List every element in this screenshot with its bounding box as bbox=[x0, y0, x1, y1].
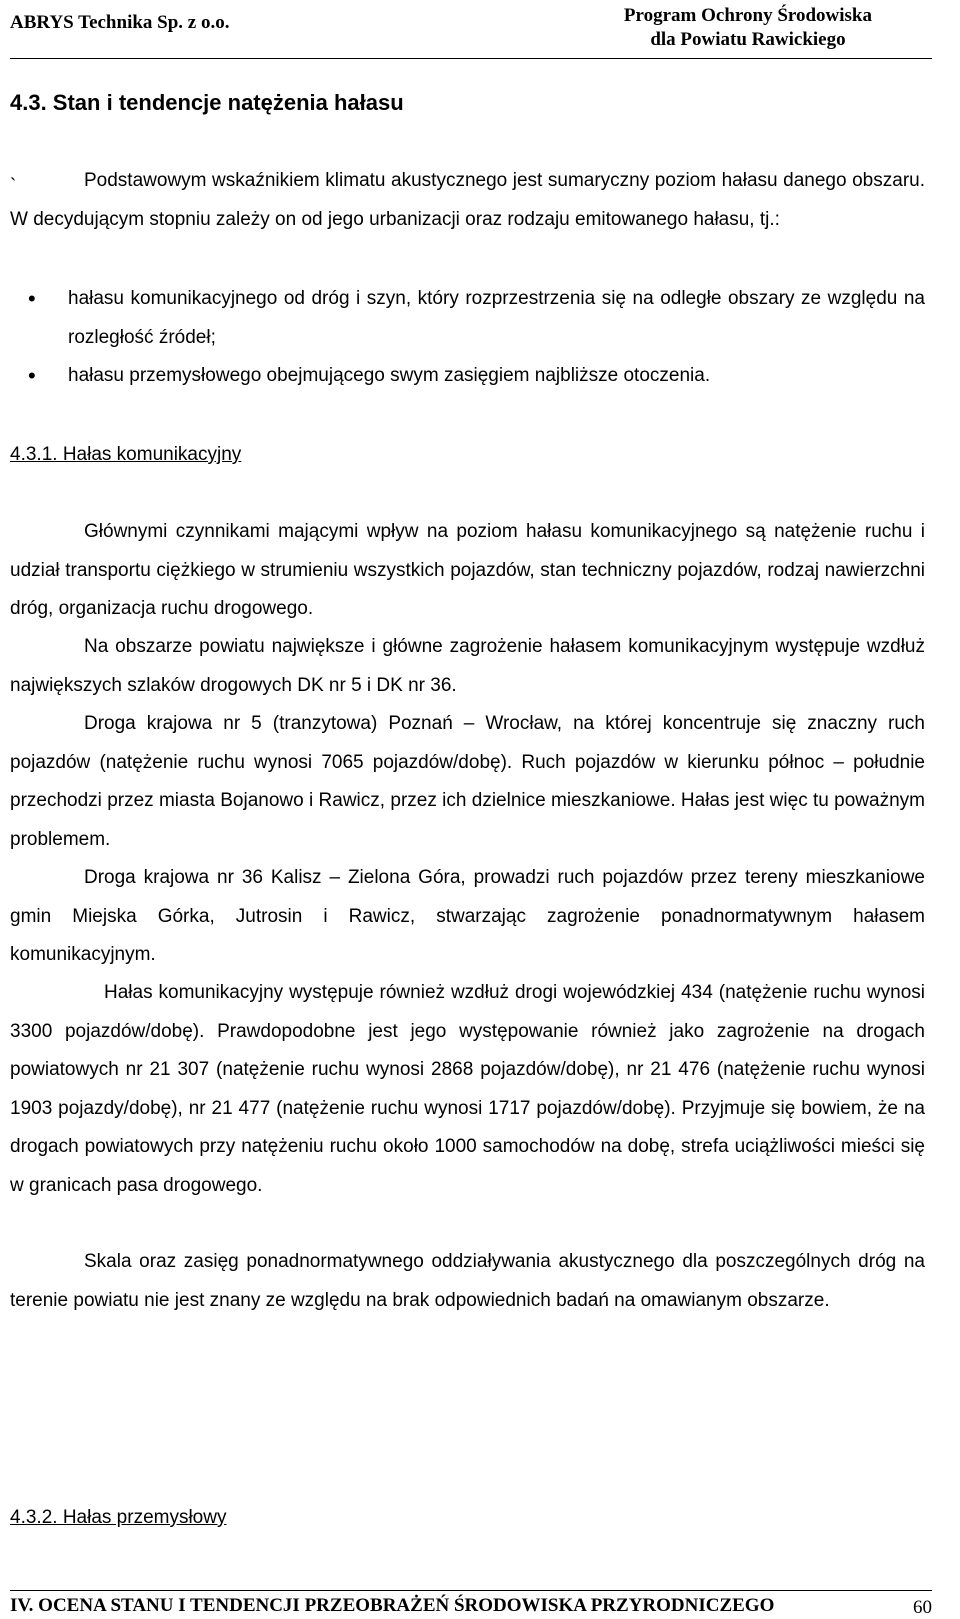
stray-tick-mark: ` bbox=[10, 176, 17, 197]
page-number: 60 bbox=[913, 1597, 932, 1618]
document-title bbox=[624, 4, 872, 52]
section-title: 4.3. Stan i tendencje natężenia hałasu bbox=[10, 90, 404, 115]
chapter-title: IV. OCENA STANU I TENDENCJI PRZEOBRAŻEŃ ŚRODOWISKA PRZYRODNICZEGO bbox=[10, 1595, 775, 1616]
company-name: ABRYS Technika Sp. z o.o. bbox=[10, 12, 230, 33]
document-title-line-2: dla Powiatu Rawickiego bbox=[650, 29, 846, 50]
list-item: • hałasu przemysłowego obejmującego swym zasięgiem najbliższe otoczenia. bbox=[10, 357, 925, 396]
noise-types-list bbox=[10, 280, 925, 396]
paragraph-factors: Głównymi czynnikami mającymi wpływ na poziom hałasu komunikacyjnego są natężenie ruchu i udział transportu ciężkiego w strumieniu wszystkich pojazdów, stan techniczny pojazdów, rodzaj nawierzchni dróg, organizacja ruchu drogowego. bbox=[10, 521, 925, 619]
paragraph-main-threat: Na obszarze powiatu największe i główne zagrożenie hałasem komunikacyjnym występuje wzdłuż największych szlaków drogowych DK nr 5 i DK nr 36. bbox=[10, 636, 925, 696]
paragraph-scale: Skala oraz zasięg ponadnormatywnego oddziaływania akustycznego dla poszczególnych dróg na terenie powiatu nie jest znany ze względu na brak odpowiednich badań na omawianym obszarze. bbox=[10, 1251, 925, 1311]
paragraph-dk36: Droga krajowa nr 36 Kalisz – Zielona Góra, prowadzi ruch pojazdów przez tereny mieszkaniowe gmin Miejska Górka, Jutrosin i Rawicz, stwarzając zagrożenie ponadnormatywnym hałasem komunikacyjnym. bbox=[10, 867, 925, 965]
paragraph-dk5: Droga krajowa nr 5 (tranzytowa) Poznań – Wrocław, na której koncentruje się znaczny ruch pojazdów (natężenie ruchu wynosi 7065 pojazdów/dobę). Ruch pojazdów w kierunku północ – południe przechodzi przez miasta Bojanowo i Rawicz, przez ich dzielnice mieszkaniowe. Hałas jest więc tu poważnym problemem. bbox=[10, 713, 925, 850]
document-title-line-1: Program Ochrony Środowiska bbox=[623, 5, 872, 26]
paragraph-regional-roads: Hałas komunikacyjny występuje również wzdłuż drogi wojewódzkiej 434 (natężenie ruchu wynosi 3300 pojazdów/dobę). Prawdopodobne jest jego występowanie również jako zagrożenie na drogach powiatowych nr 21 307 (natężenie ruchu wynosi 2868 pojazdów/dobę), nr 21 476 (natężenie ruchu wynosi 1903 pojazdy/dobę), nr 21 477 (natężenie ruchu wynosi 1717 pojazdów/dobę). Przyjmuje się bowiem, że na drogach powiatowych przy natężeniu ruchu około 1000 samochodów na dobę, strefa uciążliwości mieści się w granicach pasa drogowego. bbox=[10, 982, 925, 1196]
subsection-title-industrial-noise: 4.3.2. Hałas przemysłowy bbox=[10, 1507, 227, 1528]
list-item: • hałasu komunikacyjnego od dróg i szyn, który rozprzestrzenia się na odległe obszary ze względu na rozległość źródeł; bbox=[10, 280, 925, 357]
intro-paragraph: Podstawowym wskaźnikiem klimatu akustycznego jest sumaryczny poziom hałasu danego obszaru. W decydującym stopniu zależy on od jego urbanizacji oraz rodzaju emitowanego hałasu, tj.: bbox=[10, 170, 925, 230]
subsection-title-traffic-noise: 4.3.1. Hałas komunikacyjny bbox=[10, 444, 242, 465]
page-header bbox=[10, 0, 932, 59]
page-footer bbox=[10, 1590, 932, 1618]
